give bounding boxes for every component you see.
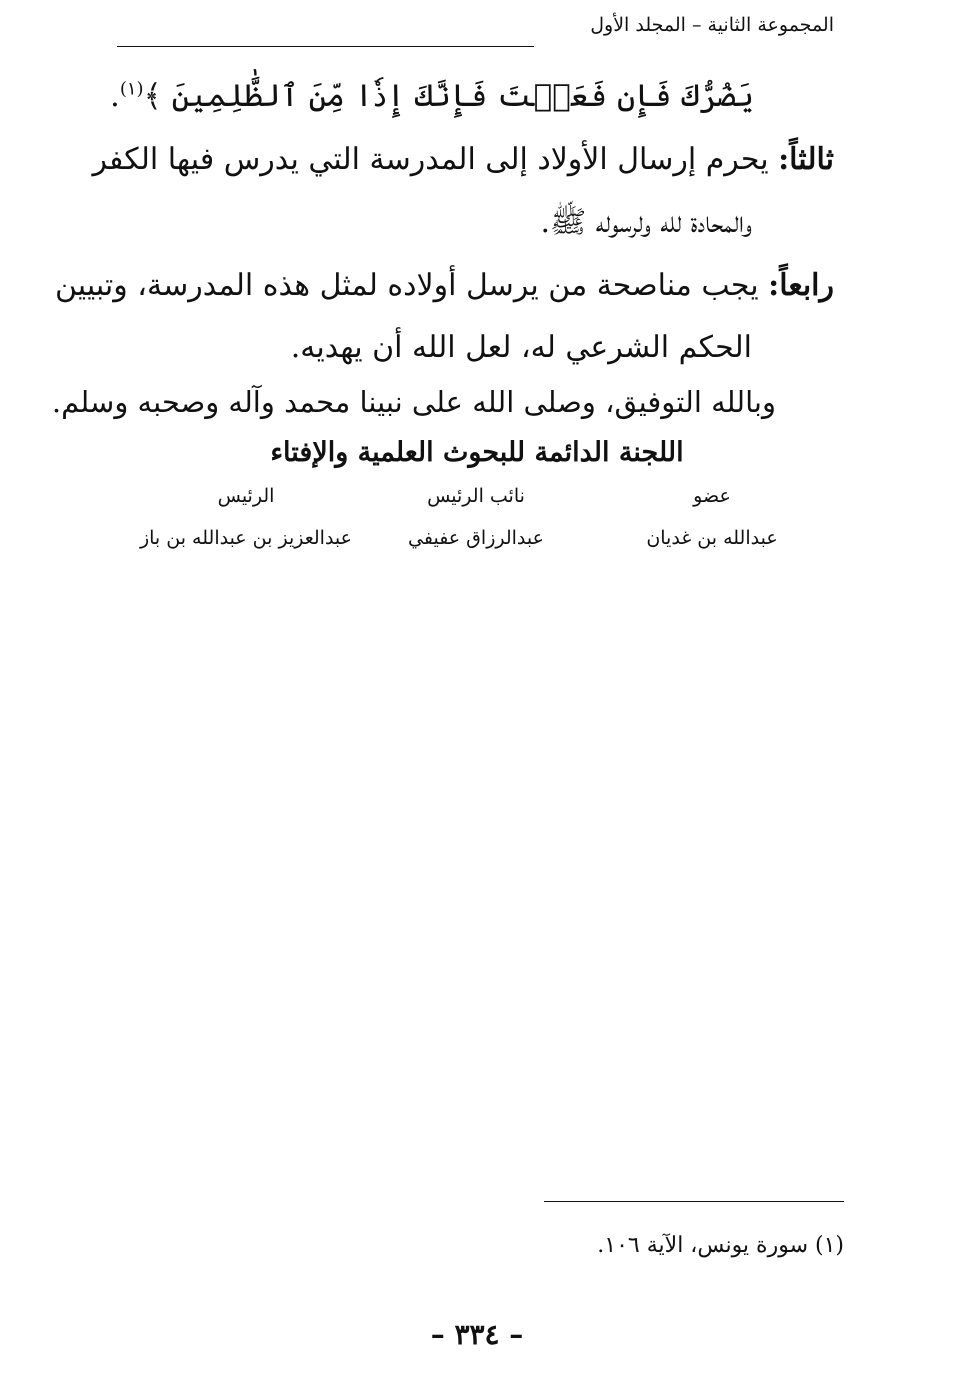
signature-role: عضو [693, 485, 731, 507]
footnote-marker: (١) [119, 78, 144, 100]
signature-block-member [582, 485, 842, 549]
paragraph-third-text-1: يحرم إرسال الأولاد إلى المدرسة التي يدرس فيها الكفر [92, 142, 769, 177]
signature-block-president [116, 485, 376, 549]
verse-end: . [109, 78, 120, 114]
signature-name: عبدالله بن غديان [646, 527, 778, 549]
page-number: – ٣٣٤ – [430, 1318, 524, 1351]
paragraph-fourth-text-1: يجب مناصحة من يرسل أولاده لمثل هذه المدرسة، وتبيين [54, 268, 759, 303]
running-header: المجموعة الثانية – المجلد الأول [590, 14, 834, 36]
signature-role: نائب الرئيس [427, 485, 525, 507]
footnote: (١) سورة يونس، الآية ١٠٦. [597, 1233, 844, 1258]
signature-role: الرئيس [217, 485, 275, 507]
paragraph-fourth-line-1 [54, 268, 834, 304]
quran-verse-line [110, 78, 754, 115]
header-rule [117, 46, 534, 47]
signature-block-vice-president [346, 485, 606, 549]
signature-name: عبدالرزاق عفيفي [408, 527, 544, 549]
committee-title: اللجنة الدائمة للبحوث العلمية والإفتاء [270, 437, 684, 468]
paragraph-third-line-1 [92, 142, 834, 178]
signature-name: عبدالعزيز بن عبدالله بن باز [139, 527, 353, 549]
verse-text: يَضُرُّكَ فَإِن فَعَلۡتَ فَإِنَّكَ إِذٗا مِّنَ ٱلظَّٰلِمِينَ ﴾ [143, 78, 754, 114]
paragraph-fourth-lead: رابعاً: [768, 268, 834, 303]
paragraph-third-lead: ثالثاً: [778, 142, 834, 177]
paragraph-fourth-line-2: الحكم الشرعي له، لعل الله أن يهديه. [290, 330, 752, 365]
paragraph-third-line-2: والمحادة لله ولرسوله ﷺ. [540, 205, 752, 240]
closing-line: وبالله التوفيق، وصلى الله على نبينا محمد وآله وصحبه وسلم. [51, 385, 776, 419]
footnote-rule [544, 1201, 844, 1202]
